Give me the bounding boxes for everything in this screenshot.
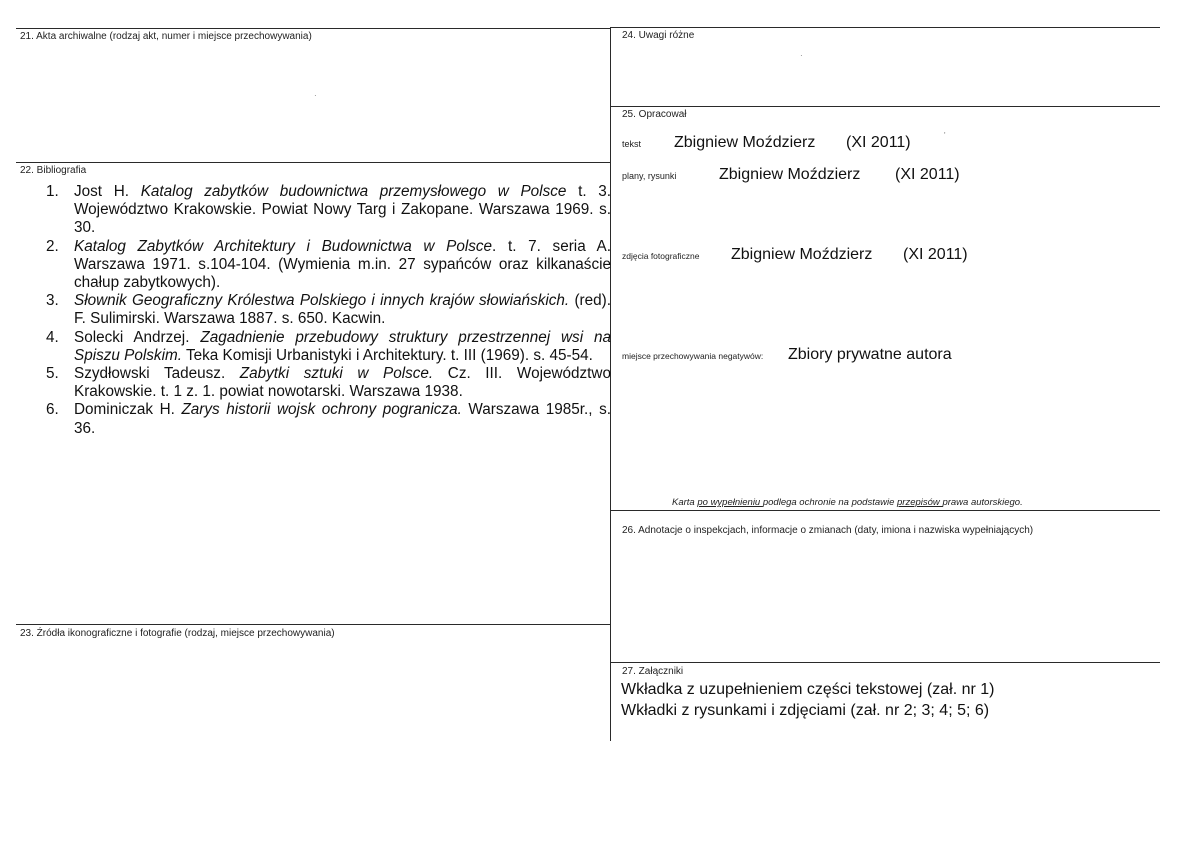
speck-mark: ·	[800, 51, 803, 60]
section-24-label: 24. Uwagi różne	[622, 30, 695, 41]
copyright-note: Karta po wypełnieniu podlega ochronie na podstawie przepisów prawa autorskiego.	[672, 497, 1023, 508]
attachment-line-1: Wkładka z uzupełnieniem części tekstowej (zał. nr 1)	[621, 681, 995, 698]
section-26-label: 26. Adnotacje o inspekcjach, informacje o zmianach (daty, imiona i nazwiska wypełniających)	[622, 525, 1034, 536]
divider-22-23	[16, 624, 610, 625]
divider-26-27	[610, 662, 1160, 663]
plany-date: (XI 2011)	[895, 166, 960, 183]
bibliography-item: 4. Solecki Andrzej. Zagadnienie przebudowy struktury przestrzennej wsi na Spiszu Polskim. Teka Komisji Urbanistyki i Architektury. t. III (1969). s. 45-54.	[46, 328, 611, 364]
attachment-line-2: Wkładki z rysunkami i zdjęciami (zał. nr 2; 3; 4; 5; 6)	[621, 702, 990, 719]
section-27-label: 27. Załączniki	[622, 666, 684, 677]
section-23-label: 23. Źródła ikonograficzne i fotografie (rodzaj, miejsce przechowywania)	[20, 628, 335, 639]
speck-mark: '	[944, 131, 946, 140]
tekst-author: Zbigniew Moździerz	[674, 134, 816, 151]
section-22-label: 22. Bibliografia	[20, 165, 87, 176]
negatives-location-value: Zbiory prywatne autora	[788, 346, 952, 363]
plany-author: Zbigniew Moździerz	[719, 166, 861, 183]
tekst-label: tekst	[622, 139, 642, 149]
bibliography-item: 3. Słownik Geograficzny Królestwa Polskiego i innych krajów słowiańskich. (red). F. Sulimirski. Warszawa 1887. s. 650. Kacwin.	[46, 292, 611, 328]
bibliography-item: 6. Dominiczak H. Zarys historii wojsk ochrony pogranicza. Warszawa 1985r., s. 36.	[46, 401, 611, 437]
top-border-right	[610, 27, 1160, 28]
negatives-location-label: miejsce przechowywania negatywów:	[622, 351, 764, 361]
bibliography-list	[28, 183, 611, 438]
zdjecia-author: Zbigniew Moździerz	[731, 246, 873, 263]
bibliography-item: 1. Jost H. Katalog zabytków budownictwa przemysłowego w Polsce t. 3. Województwo Krakowskie. Powiat Nowy Targ i Zakopane. Warszawa 1969. s. 30.	[46, 183, 611, 237]
divider-24-25	[610, 106, 1160, 107]
divider-21-22	[16, 162, 610, 163]
section-21-label: 21. Akta archiwalne (rodzaj akt, numer i miejsce przechowywania)	[20, 31, 312, 42]
plany-label: plany, rysunki	[622, 171, 677, 181]
zdjecia-label: zdjęcia fotograficzne	[622, 251, 700, 261]
divider-25-26	[610, 510, 1160, 511]
bibliography-item: 2. Katalog Zabytków Architektury i Budownictwa w Polsce. t. 7. seria A. Warszawa 1971. s.104-104. (Wymienia m.in. 27 sypańców oraz kilkanaście chałup zabytkowych).	[46, 237, 611, 292]
speck-mark: ·	[314, 91, 317, 100]
tekst-date: (XI 2011)	[846, 134, 911, 151]
section-25-label: 25. Opracował	[622, 109, 687, 120]
zdjecia-date: (XI 2011)	[903, 246, 968, 263]
top-border-left	[16, 28, 610, 29]
bibliography-item: 5. Szydłowski Tadeusz. Zabytki sztuki w Polsce. Cz. III. Województwo Krakowskie. t. 1 z. 1. powiat nowotarski. Warszawa 1938.	[46, 365, 611, 401]
